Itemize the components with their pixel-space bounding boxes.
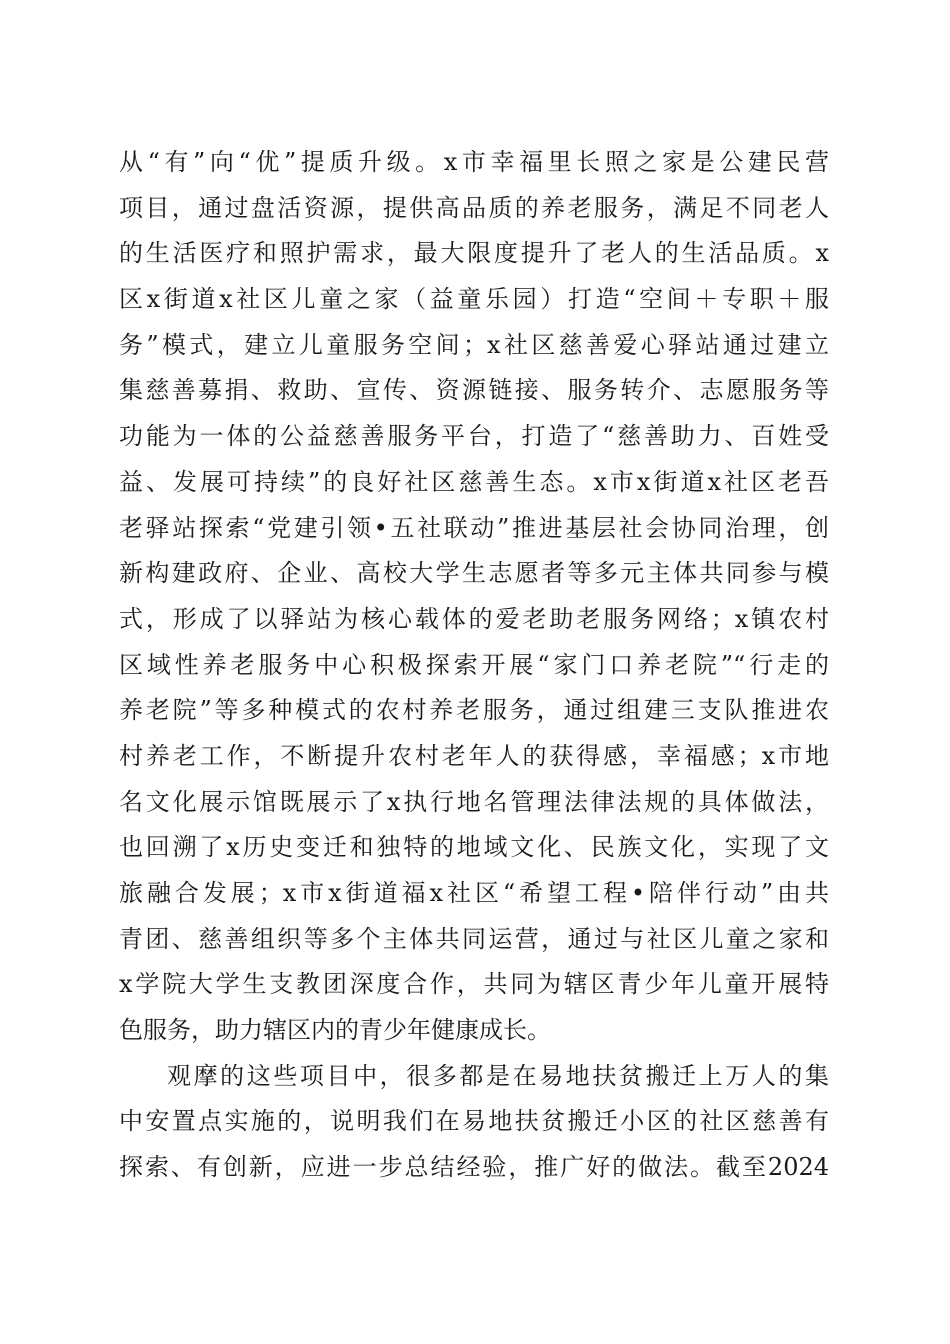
body-text <box>119 140 829 1191</box>
paragraph-1 <box>119 140 829 1054</box>
text-line: 务”模式，建立儿童服务空间；x社区慈善爱心驿站通过建立 <box>119 330 829 359</box>
text-line: 集慈善募捐、救助、宣传、资源链接、服务转介、志愿服务等 <box>119 376 829 405</box>
text-line: 名文化展示馆既展示了x执行地名管理法律法规的具体做法， <box>119 787 829 816</box>
text-line: 功能为一体的公益慈善服务平台，打造了“慈善助力、百姓受 <box>119 422 829 451</box>
text-line: 青团、慈善组织等多个主体共同运营，通过与社区儿童之家和 <box>119 924 829 953</box>
text-line: 旅融合发展；x市x街道福x社区“希望工程•陪伴行动”由共 <box>119 879 829 907</box>
text-line: 老驿站探索“党建引领•五社联动”推进基层社会协同治理，创 <box>119 513 829 542</box>
text-line: 探索、有创新，应进一步总结经验，推广好的做法。截至2024 <box>119 1153 829 1182</box>
text-line: 区x街道x社区儿童之家（益童乐园）打造“空间＋专职＋服 <box>119 285 829 314</box>
text-line: 观摩的这些项目中，很多都是在易地扶贫搬迁上万人的集 <box>167 1061 829 1090</box>
text-line: 从“有”向“优”提质升级。x市幸福里长照之家是公建民营 <box>119 148 829 176</box>
text-line: 新构建政府、企业、高校大学生志愿者等多元主体共同参与模 <box>119 559 829 588</box>
text-line: 村养老工作，不断提升农村老年人的获得感，幸福感；x市地 <box>119 741 829 770</box>
paragraph-2 <box>119 1054 829 1191</box>
text-line: 式，形成了以驿站为核心载体的爱老助老服务网络；x镇农村 <box>119 604 829 633</box>
text-line: 项目，通过盘活资源，提供高品质的养老服务，满足不同老人 <box>119 193 829 222</box>
text-line: 的生活医疗和照护需求，最大限度提升了老人的生活品质。x <box>119 239 829 268</box>
text-line: 区域性养老服务中心积极探索开展“家门口养老院”“行走的 <box>119 650 829 679</box>
text-line: 中安置点实施的，说明我们在易地扶贫搬迁小区的社区慈善有 <box>119 1107 829 1136</box>
text-line: 养老院”等多种模式的农村养老服务，通过组建三支队推进农 <box>119 696 829 725</box>
text-line: 益、发展可持续”的良好社区慈善生态。x市x街道x社区老吾 <box>119 467 829 496</box>
text-line: x学院大学生支教团深度合作，共同为辖区青少年儿童开展特 <box>119 970 829 999</box>
text-line: 也回溯了x历史变迁和独特的地域文化、民族文化，实现了文 <box>119 833 829 862</box>
text-line: 色服务，助力辖区内的青少年健康成长。 <box>119 1016 551 1045</box>
